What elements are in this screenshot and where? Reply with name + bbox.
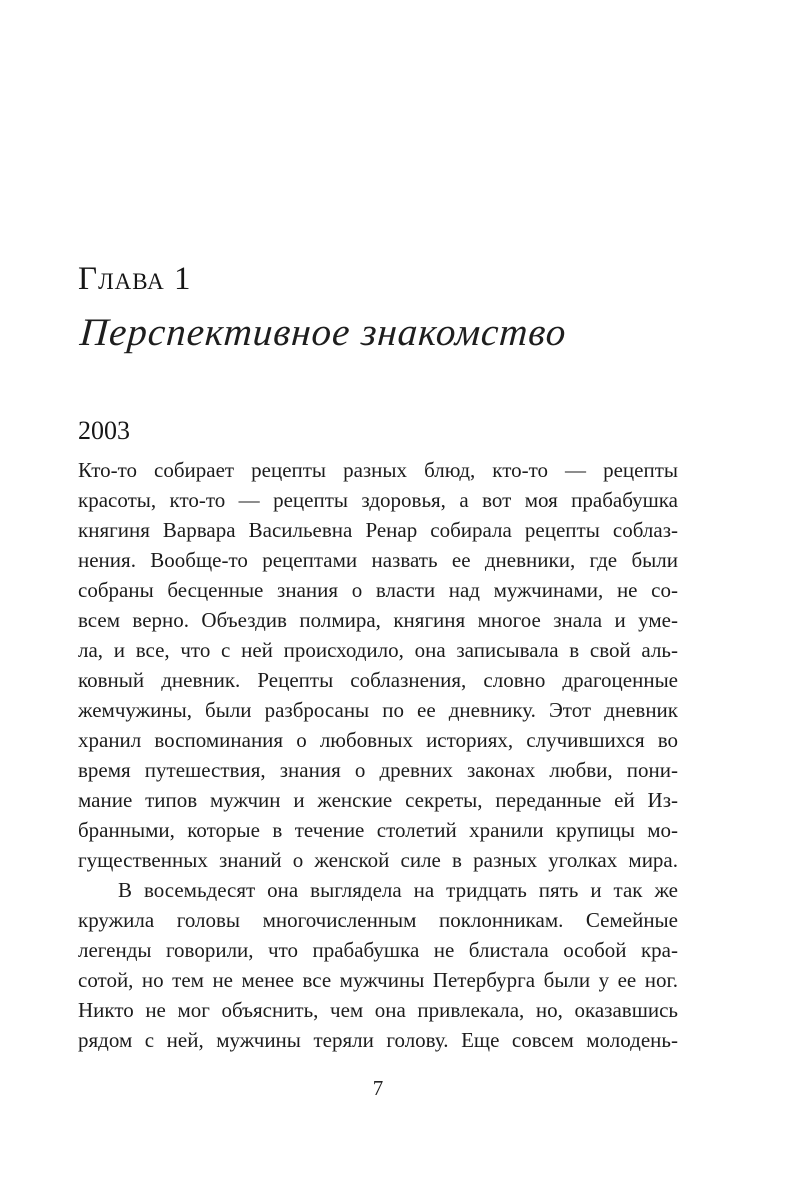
text-line: хранил воспоминания о любовных историях, случившихся во bbox=[78, 727, 678, 752]
text-line: Никто не мог объяснить, чем она привлекала, но, оказавшись bbox=[78, 997, 678, 1022]
page-number: 7 bbox=[372, 1075, 384, 1100]
text-line: время путешествия, знания о древних законах любви, пони- bbox=[78, 757, 678, 782]
text-line: княгиня Варвара Васильевна Ренар собирала рецепты соблаз- bbox=[78, 517, 678, 542]
text-line: рядом с ней, мужчины теряли голову. Еще совсем молодень- bbox=[78, 1027, 678, 1052]
text-line: ла, и все, что с ней происходило, она записывала в свой аль- bbox=[78, 637, 678, 662]
text-line: всем верно. Объездив полмира, княгиня многое знала и уме- bbox=[78, 607, 678, 632]
text-line: нения. Вообще-то рецептами назвать ее дневники, где были bbox=[78, 547, 678, 572]
text-line: жемчужины, были разбросаны по ее дневнику. Этот дневник bbox=[78, 697, 678, 722]
text-column bbox=[78, 0, 678, 1200]
text-line: легенды говорили, что прабабушка не блистала особой кра- bbox=[78, 937, 678, 962]
section-year: 2003 bbox=[78, 415, 130, 445]
body-text bbox=[78, 455, 678, 1055]
text-line: В восемьдесят она выглядела на тридцать пять и так же bbox=[118, 877, 678, 902]
chapter-title: Перспективное знакомство bbox=[78, 311, 568, 354]
text-line: сотой, но тем не менее все мужчины Петербурга были у ее ног. bbox=[78, 967, 678, 992]
text-line: Кто-то собирает рецепты разных блюд, кто-то — рецепты bbox=[78, 457, 678, 482]
text-line: кружила головы многочисленным поклонникам. Семейные bbox=[78, 907, 678, 932]
text-line: собраны бесценные знания о власти над мужчинами, не со- bbox=[78, 577, 678, 602]
text-line: бранными, которые в течение столетий хранили крупицы мо- bbox=[78, 817, 678, 842]
text-line: мание типов мужчин и женские секреты, переданные ей Из- bbox=[78, 787, 678, 812]
chapter-label: Глава 1 bbox=[78, 261, 192, 297]
text-line: ковный дневник. Рецепты соблазнения, словно драгоценные bbox=[78, 667, 678, 692]
text-line: красоты, кто-то — рецепты здоровья, а вот моя прабабушка bbox=[78, 487, 678, 512]
text-line: гущественных знаний о женской силе в разных уголках мира. bbox=[78, 847, 678, 872]
